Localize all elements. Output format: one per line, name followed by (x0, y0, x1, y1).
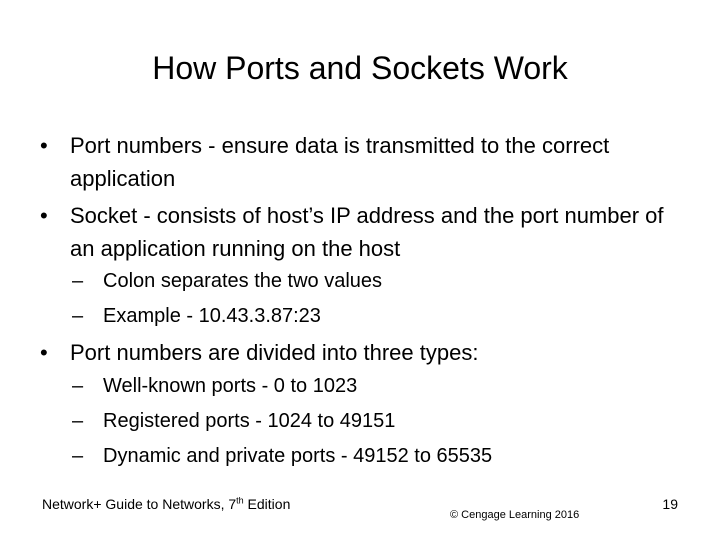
sub-bullet-registered (72, 404, 663, 438)
dash-marker: – (72, 445, 84, 467)
sub-bullet-text: Well-known ports - 0 to 1023 (103, 375, 358, 397)
dash-marker: – (72, 410, 84, 432)
footer-book-title (42, 495, 290, 513)
bullet-marker: • (40, 340, 48, 365)
bullet-marker: • (40, 133, 48, 158)
sub-bullet-text: Dynamic and private ports - 49152 to 65535 (103, 445, 493, 467)
sub-bullet-well-known (72, 369, 663, 403)
bullet-port-types (40, 336, 670, 369)
dash-marker: – (72, 270, 84, 292)
bullet-marker: • (40, 203, 48, 228)
sub-bullet-colon (72, 264, 663, 298)
footer-title-text: Network+ Guide to Networks, 7 (42, 496, 237, 512)
dash-marker: – (72, 305, 84, 327)
sub-bullet-text: Example - 10.43.3.87:23 (103, 305, 321, 327)
bullet-text: Socket - consists of host’s IP address and the port number of an application running on the host (70, 203, 664, 261)
slide-title: How Ports and Sockets Work (152, 50, 568, 86)
bullet-port-numbers (40, 129, 670, 195)
dash-marker: – (72, 375, 84, 397)
bullet-text: Port numbers - ensure data is transmitted to the correct application (70, 133, 610, 191)
sub-bullet-dynamic (72, 439, 663, 473)
bullet-text: Port numbers are divided into three types: (70, 340, 479, 365)
sub-bullet-text: Registered ports - 1024 to 49151 (103, 410, 396, 432)
footer-edition-superscript: th (236, 495, 244, 506)
footer-edition-suffix: Edition (243, 496, 291, 512)
page-number: 19 (662, 496, 678, 512)
bullet-socket (40, 199, 670, 265)
sub-bullet-example (72, 299, 663, 333)
sub-bullet-text: Colon separates the two values (103, 270, 383, 292)
footer-copyright: © Cengage Learning 2016 (450, 509, 580, 521)
